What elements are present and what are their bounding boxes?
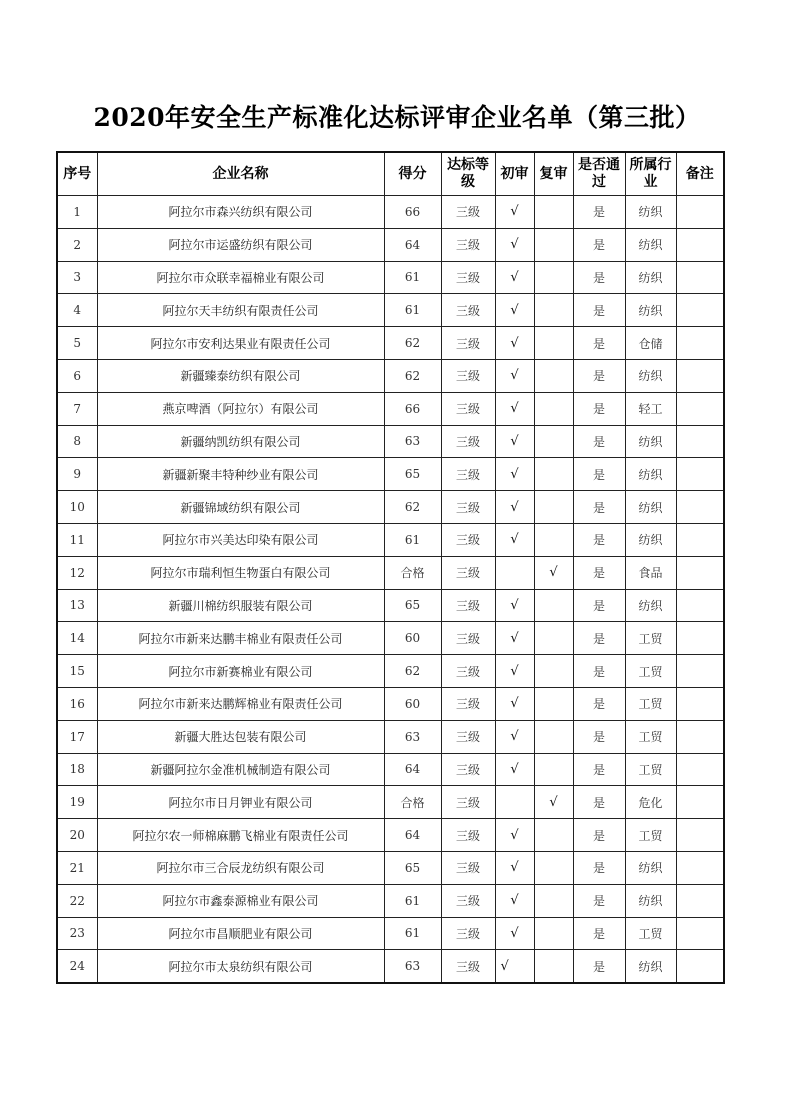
cell-company-name: 新疆阿拉尔金准机械制造有限公司: [97, 753, 384, 786]
table-row: [57, 196, 724, 229]
cell-passed: 是: [573, 720, 625, 753]
cell-note: [676, 556, 724, 589]
cell-first-review: √: [495, 851, 534, 884]
cell-first-review: √: [495, 392, 534, 425]
cell-level: 三级: [441, 359, 495, 392]
cell-level: 三级: [441, 294, 495, 327]
cell-index: 3: [57, 261, 97, 294]
cell-note: [676, 491, 724, 524]
enterprise-table: [56, 151, 725, 984]
header-passed: 是否通过: [573, 152, 625, 196]
cell-passed: 是: [573, 228, 625, 261]
table-row: [57, 950, 724, 983]
cell-industry: 纺织: [625, 491, 676, 524]
cell-first-review: √: [495, 196, 534, 229]
table-row: [57, 786, 724, 819]
table-row: [57, 261, 724, 294]
cell-industry: 纺织: [625, 458, 676, 491]
cell-company-name: 阿拉尔市新来达鹏辉棉业有限责任公司: [97, 687, 384, 720]
cell-passed: 是: [573, 523, 625, 556]
cell-second-review: [534, 589, 573, 622]
cell-score: 60: [384, 687, 441, 720]
cell-company-name: 阿拉尔市安利达果业有限责任公司: [97, 327, 384, 360]
cell-index: 20: [57, 819, 97, 852]
cell-industry: 工贸: [625, 819, 676, 852]
table-row: [57, 589, 724, 622]
cell-score: 66: [384, 392, 441, 425]
cell-note: [676, 589, 724, 622]
cell-passed: 是: [573, 950, 625, 983]
header-index: 序号: [57, 152, 97, 196]
cell-level: 三级: [441, 819, 495, 852]
cell-index: 14: [57, 622, 97, 655]
cell-company-name: 阿拉尔市兴美达印染有限公司: [97, 523, 384, 556]
cell-score: 61: [384, 884, 441, 917]
cell-level: 三级: [441, 655, 495, 688]
cell-note: [676, 523, 724, 556]
cell-first-review: √: [495, 589, 534, 622]
cell-passed: 是: [573, 786, 625, 819]
cell-industry: 工贸: [625, 917, 676, 950]
cell-index: 2: [57, 228, 97, 261]
cell-company-name: 阿拉尔市昌顺肥业有限公司: [97, 917, 384, 950]
cell-company-name: 阿拉尔市太泉纺织有限公司: [97, 950, 384, 983]
cell-passed: 是: [573, 753, 625, 786]
cell-note: [676, 458, 724, 491]
table-row: [57, 294, 724, 327]
cell-passed: 是: [573, 458, 625, 491]
cell-note: [676, 687, 724, 720]
header-score: 得分: [384, 152, 441, 196]
table-row: [57, 327, 724, 360]
cell-note: [676, 753, 724, 786]
cell-level: 三级: [441, 196, 495, 229]
cell-index: 4: [57, 294, 97, 327]
cell-first-review: √: [495, 655, 534, 688]
cell-second-review: [534, 720, 573, 753]
cell-index: 7: [57, 392, 97, 425]
cell-second-review: [534, 819, 573, 852]
cell-second-review: [534, 950, 573, 983]
cell-level: 三级: [441, 523, 495, 556]
cell-industry: 纺织: [625, 851, 676, 884]
header-first-review: 初审: [495, 152, 534, 196]
table-row: [57, 720, 724, 753]
header-note: 备注: [676, 152, 724, 196]
cell-note: [676, 917, 724, 950]
cell-second-review: [534, 327, 573, 360]
cell-industry: 纺织: [625, 228, 676, 261]
cell-second-review: [534, 228, 573, 261]
cell-note: [676, 359, 724, 392]
cell-level: 三级: [441, 327, 495, 360]
cell-score: 64: [384, 228, 441, 261]
cell-passed: 是: [573, 655, 625, 688]
cell-score: 62: [384, 655, 441, 688]
cell-passed: 是: [573, 327, 625, 360]
cell-second-review: [534, 196, 573, 229]
cell-level: 三级: [441, 786, 495, 819]
cell-score: 60: [384, 622, 441, 655]
cell-level: 三级: [441, 458, 495, 491]
cell-first-review: √: [495, 950, 534, 983]
cell-level: 三级: [441, 622, 495, 655]
cell-passed: 是: [573, 622, 625, 655]
cell-note: [676, 786, 724, 819]
table-row: [57, 425, 724, 458]
cell-second-review: [534, 655, 573, 688]
cell-note: [676, 196, 724, 229]
cell-company-name: 阿拉尔农一师棉麻鹏飞棉业有限责任公司: [97, 819, 384, 852]
cell-score: 65: [384, 589, 441, 622]
cell-company-name: 燕京啤酒（阿拉尔）有限公司: [97, 392, 384, 425]
cell-index: 5: [57, 327, 97, 360]
cell-second-review: [534, 523, 573, 556]
table-row: [57, 622, 724, 655]
cell-company-name: 新疆新聚丰特种纱业有限公司: [97, 458, 384, 491]
cell-first-review: √: [495, 261, 534, 294]
cell-passed: 是: [573, 687, 625, 720]
cell-note: [676, 819, 724, 852]
cell-first-review: √: [495, 622, 534, 655]
cell-index: 11: [57, 523, 97, 556]
cell-index: 16: [57, 687, 97, 720]
cell-first-review: √: [495, 425, 534, 458]
cell-first-review: √: [495, 819, 534, 852]
cell-level: 三级: [441, 392, 495, 425]
table-row: [57, 523, 724, 556]
cell-company-name: 阿拉尔市鑫泰源棉业有限公司: [97, 884, 384, 917]
table-row: [57, 753, 724, 786]
header-name: 企业名称: [97, 152, 384, 196]
cell-score: 合格: [384, 786, 441, 819]
cell-first-review: √: [495, 523, 534, 556]
cell-passed: 是: [573, 556, 625, 589]
cell-passed: 是: [573, 491, 625, 524]
cell-note: [676, 392, 724, 425]
cell-first-review: √: [495, 228, 534, 261]
cell-index: 6: [57, 359, 97, 392]
cell-level: 三级: [441, 228, 495, 261]
cell-score: 63: [384, 950, 441, 983]
cell-index: 13: [57, 589, 97, 622]
cell-score: 合格: [384, 556, 441, 589]
cell-first-review: [495, 786, 534, 819]
cell-note: [676, 327, 724, 360]
cell-note: [676, 294, 724, 327]
cell-industry: 纺织: [625, 950, 676, 983]
cell-score: 62: [384, 327, 441, 360]
cell-level: 三级: [441, 720, 495, 753]
table-row: [57, 819, 724, 852]
cell-company-name: 阿拉尔市众联幸福棉业有限公司: [97, 261, 384, 294]
cell-industry: 纺织: [625, 196, 676, 229]
cell-second-review: [534, 458, 573, 491]
cell-note: [676, 228, 724, 261]
cell-second-review: [534, 261, 573, 294]
cell-second-review: [534, 392, 573, 425]
cell-passed: 是: [573, 359, 625, 392]
cell-company-name: 阿拉尔市瑞利恒生物蛋白有限公司: [97, 556, 384, 589]
table-row: [57, 556, 724, 589]
cell-note: [676, 851, 724, 884]
cell-level: 三级: [441, 556, 495, 589]
cell-index: 1: [57, 196, 97, 229]
cell-level: 三级: [441, 425, 495, 458]
table-row: [57, 851, 724, 884]
header-level: 达标等级: [441, 152, 495, 196]
cell-first-review: √: [495, 917, 534, 950]
cell-level: 三级: [441, 261, 495, 294]
cell-company-name: 新疆臻泰纺织有限公司: [97, 359, 384, 392]
cell-second-review: [534, 917, 573, 950]
cell-industry: 纺织: [625, 884, 676, 917]
cell-company-name: 新疆纳凯纺织有限公司: [97, 425, 384, 458]
table-row: [57, 228, 724, 261]
cell-second-review: √: [534, 556, 573, 589]
cell-second-review: [534, 851, 573, 884]
cell-industry: 轻工: [625, 392, 676, 425]
header-industry: 所属行业: [625, 152, 676, 196]
cell-company-name: 阿拉尔天丰纺织有限责任公司: [97, 294, 384, 327]
cell-level: 三级: [441, 917, 495, 950]
cell-passed: 是: [573, 589, 625, 622]
cell-index: 17: [57, 720, 97, 753]
cell-passed: 是: [573, 884, 625, 917]
table-row: [57, 359, 724, 392]
cell-score: 61: [384, 294, 441, 327]
cell-passed: 是: [573, 392, 625, 425]
document-title: 2020年安全生产标准化达标评审企业名单（第三批）: [93, 103, 701, 132]
cell-first-review: √: [495, 458, 534, 491]
table-body: [57, 196, 724, 984]
cell-industry: 纺织: [625, 425, 676, 458]
cell-second-review: [534, 359, 573, 392]
cell-first-review: √: [495, 753, 534, 786]
cell-company-name: 阿拉尔市森兴纺织有限公司: [97, 196, 384, 229]
cell-first-review: [495, 556, 534, 589]
cell-level: 三级: [441, 491, 495, 524]
cell-company-name: 阿拉尔市运盛纺织有限公司: [97, 228, 384, 261]
cell-second-review: [534, 294, 573, 327]
cell-index: 21: [57, 851, 97, 884]
cell-industry: 纺织: [625, 261, 676, 294]
table-row: [57, 458, 724, 491]
cell-index: 18: [57, 753, 97, 786]
cell-note: [676, 950, 724, 983]
cell-industry: 工贸: [625, 655, 676, 688]
cell-second-review: [534, 491, 573, 524]
cell-index: 9: [57, 458, 97, 491]
cell-index: 23: [57, 917, 97, 950]
cell-second-review: [534, 753, 573, 786]
header-second-review: 复审: [534, 152, 573, 196]
cell-second-review: √: [534, 786, 573, 819]
cell-level: 三级: [441, 884, 495, 917]
cell-index: 19: [57, 786, 97, 819]
cell-index: 24: [57, 950, 97, 983]
cell-industry: 工贸: [625, 687, 676, 720]
cell-note: [676, 622, 724, 655]
cell-passed: 是: [573, 819, 625, 852]
cell-score: 63: [384, 720, 441, 753]
cell-first-review: √: [495, 720, 534, 753]
cell-note: [676, 720, 724, 753]
cell-score: 64: [384, 753, 441, 786]
cell-score: 64: [384, 819, 441, 852]
cell-company-name: 新疆锦域纺织有限公司: [97, 491, 384, 524]
cell-score: 62: [384, 491, 441, 524]
cell-industry: 纺织: [625, 523, 676, 556]
cell-level: 三级: [441, 950, 495, 983]
cell-first-review: √: [495, 884, 534, 917]
cell-company-name: 阿拉尔市三合辰龙纺织有限公司: [97, 851, 384, 884]
cell-company-name: 新疆大胜达包装有限公司: [97, 720, 384, 753]
cell-industry: 工贸: [625, 753, 676, 786]
cell-index: 15: [57, 655, 97, 688]
cell-industry: 仓储: [625, 327, 676, 360]
cell-first-review: √: [495, 294, 534, 327]
cell-index: 22: [57, 884, 97, 917]
cell-index: 12: [57, 556, 97, 589]
cell-company-name: 新疆川棉纺织服装有限公司: [97, 589, 384, 622]
cell-note: [676, 884, 724, 917]
table-row: [57, 392, 724, 425]
cell-passed: 是: [573, 917, 625, 950]
cell-passed: 是: [573, 425, 625, 458]
table-row: [57, 687, 724, 720]
cell-company-name: 阿拉尔市日月钾业有限公司: [97, 786, 384, 819]
table-row: [57, 884, 724, 917]
cell-first-review: √: [495, 491, 534, 524]
cell-note: [676, 655, 724, 688]
cell-score: 61: [384, 261, 441, 294]
cell-score: 62: [384, 359, 441, 392]
cell-score: 65: [384, 851, 441, 884]
cell-level: 三级: [441, 851, 495, 884]
header-row: [57, 152, 724, 196]
cell-score: 63: [384, 425, 441, 458]
cell-level: 三级: [441, 589, 495, 622]
cell-note: [676, 261, 724, 294]
cell-second-review: [534, 425, 573, 458]
cell-note: [676, 425, 724, 458]
table-row: [57, 655, 724, 688]
cell-passed: 是: [573, 196, 625, 229]
cell-company-name: 阿拉尔市新来达鹏丰棉业有限责任公司: [97, 622, 384, 655]
cell-industry: 纺织: [625, 359, 676, 392]
cell-score: 61: [384, 917, 441, 950]
cell-company-name: 阿拉尔市新赛棉业有限公司: [97, 655, 384, 688]
cell-level: 三级: [441, 687, 495, 720]
cell-industry: 危化: [625, 786, 676, 819]
cell-passed: 是: [573, 261, 625, 294]
cell-passed: 是: [573, 294, 625, 327]
cell-industry: 纺织: [625, 589, 676, 622]
cell-industry: 纺织: [625, 294, 676, 327]
cell-score: 66: [384, 196, 441, 229]
cell-second-review: [534, 687, 573, 720]
cell-first-review: √: [495, 359, 534, 392]
cell-index: 8: [57, 425, 97, 458]
cell-industry: 食品: [625, 556, 676, 589]
cell-score: 61: [384, 523, 441, 556]
cell-first-review: √: [495, 327, 534, 360]
cell-industry: 工贸: [625, 720, 676, 753]
cell-passed: 是: [573, 851, 625, 884]
cell-level: 三级: [441, 753, 495, 786]
table-row: [57, 917, 724, 950]
cell-first-review: √: [495, 687, 534, 720]
cell-index: 10: [57, 491, 97, 524]
table-row: [57, 491, 724, 524]
cell-second-review: [534, 622, 573, 655]
cell-second-review: [534, 884, 573, 917]
cell-industry: 工贸: [625, 622, 676, 655]
cell-score: 65: [384, 458, 441, 491]
